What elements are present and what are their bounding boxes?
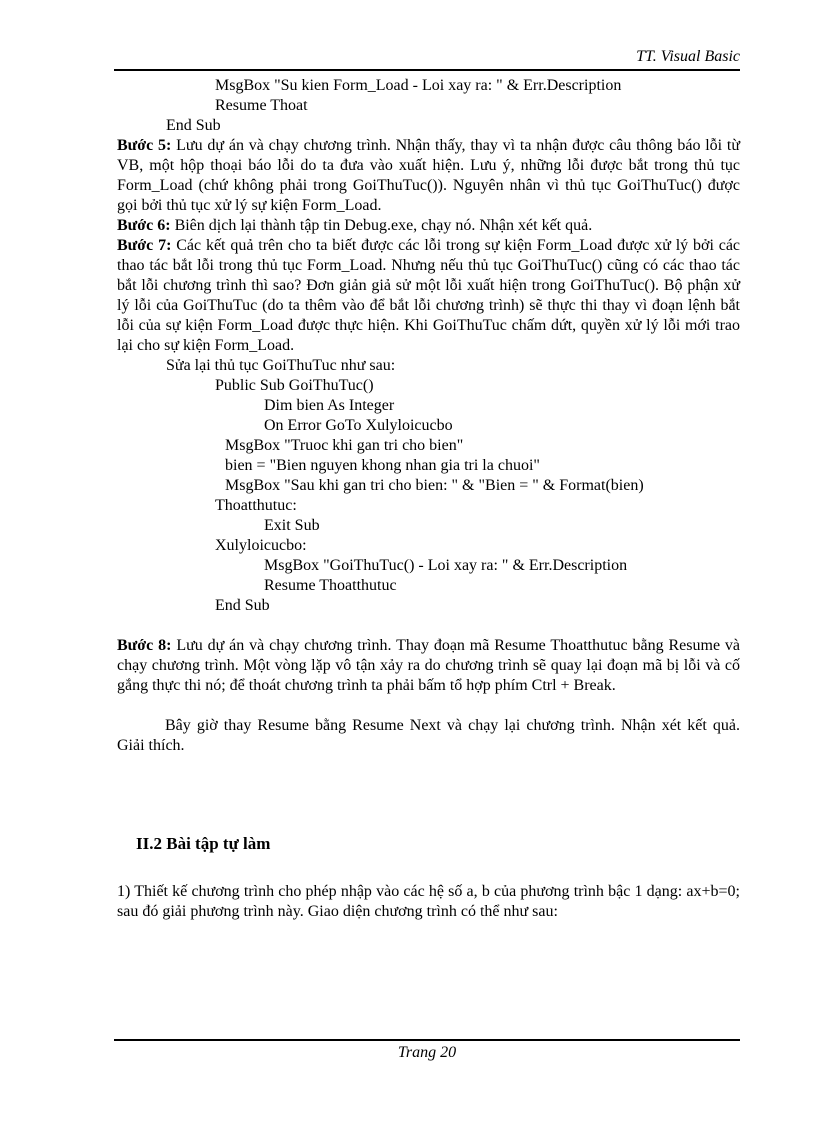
header-title: TT. Visual Basic xyxy=(636,48,740,65)
step8-label: Bước 8: xyxy=(117,637,172,654)
code-line: Thoatthutuc: xyxy=(215,497,297,514)
code-line: Resume Thoatthutuc xyxy=(264,577,397,594)
step6-paragraph xyxy=(117,216,740,236)
code-line: On Error GoTo Xulyloicucbo xyxy=(264,417,453,434)
step7-text: Các kết quả trên cho ta biết được các lỗi trong sự kiện Form_Load được xử lý bởi các thao tác bắt lỗi trong thủ tục Form_Load. Nhưng nếu thủ tục GoiThuTuc() cũng có các thao tác bắt lỗi chương trình thì sao? Đơn giản giả sử một lỗi xuất hiện trong GoiThuTuc(). Bộ phận xử lý lỗi của GoiThuTuc (do ta thêm vào để bắt lỗi chương trình) sẽ thực thi thay vì đoạn lệnh bắt lỗi của sự kiện Form_Load được thực hiện. Khi GoiThuTuc chấm dứt, quyền xử lý lỗi mới trao lại cho sự kiện Form_Load. xyxy=(117,237,741,354)
step5-paragraph xyxy=(117,136,740,216)
code-line: MsgBox "GoiThuTuc() - Loi xay ra: " & Err.Description xyxy=(264,557,628,574)
code-line: Exit Sub xyxy=(264,517,320,534)
exercise-1: 1) Thiết kế chương trình cho phép nhập vào các hệ số a, b của phương trình bậc 1 dạng: ax+b=0; sau đó giải phương trình này. Giao diện chương trình có thể như sau: xyxy=(117,883,740,920)
footer-rule xyxy=(114,1039,740,1041)
code-line: Dim bien As Integer xyxy=(264,397,395,414)
step7-label: Bước 7: xyxy=(117,237,172,254)
code-line: Public Sub GoiThuTuc() xyxy=(215,377,374,394)
code-line: MsgBox "Sau khi gan tri cho bien: " & "Bien = " & Format(bien) xyxy=(225,477,644,494)
code-line: End Sub xyxy=(166,117,221,134)
code-line: MsgBox "Su kien Form_Load - Loi xay ra: " & Err.Description xyxy=(215,77,622,94)
step7-paragraph xyxy=(117,236,740,356)
step6-label: Bước 6: xyxy=(117,217,171,234)
step5-text: Lưu dự án và chạy chương trình. Nhận thấy, thay vì ta nhận được câu thông báo lỗi từ VB, một hộp thoại báo lỗi do ta đưa vào xuất hiện. Lưu ý, những lỗi được bắt trong thủ tục Form_Load (chứ không phải trong GoiThuTuc()). Nguyên nhân vì thủ tục GoiThuTuc() được gọi bởi thủ tục xử lý sự kiện Form_Load. xyxy=(117,137,741,214)
step8-followup: Bây giờ thay Resume bằng Resume Next và chạy lại chương trình. Nhận xét kết quả. Giải thích. xyxy=(117,717,740,754)
code-line: End Sub xyxy=(215,597,270,614)
code-line: bien = "Bien nguyen khong nhan gia tri la chuoi" xyxy=(225,457,540,474)
step6-text: Biên dịch lại thành tập tin Debug.exe, chạy nó. Nhận xét kết quả. xyxy=(174,217,593,234)
step8-paragraph xyxy=(117,636,740,696)
header-rule xyxy=(114,69,740,71)
step5-label: Bước 5: xyxy=(117,137,172,154)
section-title: II.2 Bài tập tự làm xyxy=(136,834,271,853)
page-number: Trang 20 xyxy=(397,1044,457,1061)
code-line: Resume Thoat xyxy=(215,97,308,114)
code-line: MsgBox "Truoc khi gan tri cho bien" xyxy=(225,437,464,454)
step8-text: Lưu dự án và chạy chương trình. Thay đoạn mã Resume Thoatthutuc bằng Resume và chạy chương trình. Một vòng lặp vô tận xảy ra do chương trình sẽ quay lại đoạn mã bị lỗi và cố gắng thực thi nó; để thoát chương trình ta phải bấm tổ hợp phím Ctrl + Break. xyxy=(117,637,741,694)
code-line: Xulyloicucbo: xyxy=(215,537,307,554)
fix-intro: Sửa lại thủ tục GoiThuTuc như sau: xyxy=(166,357,396,374)
